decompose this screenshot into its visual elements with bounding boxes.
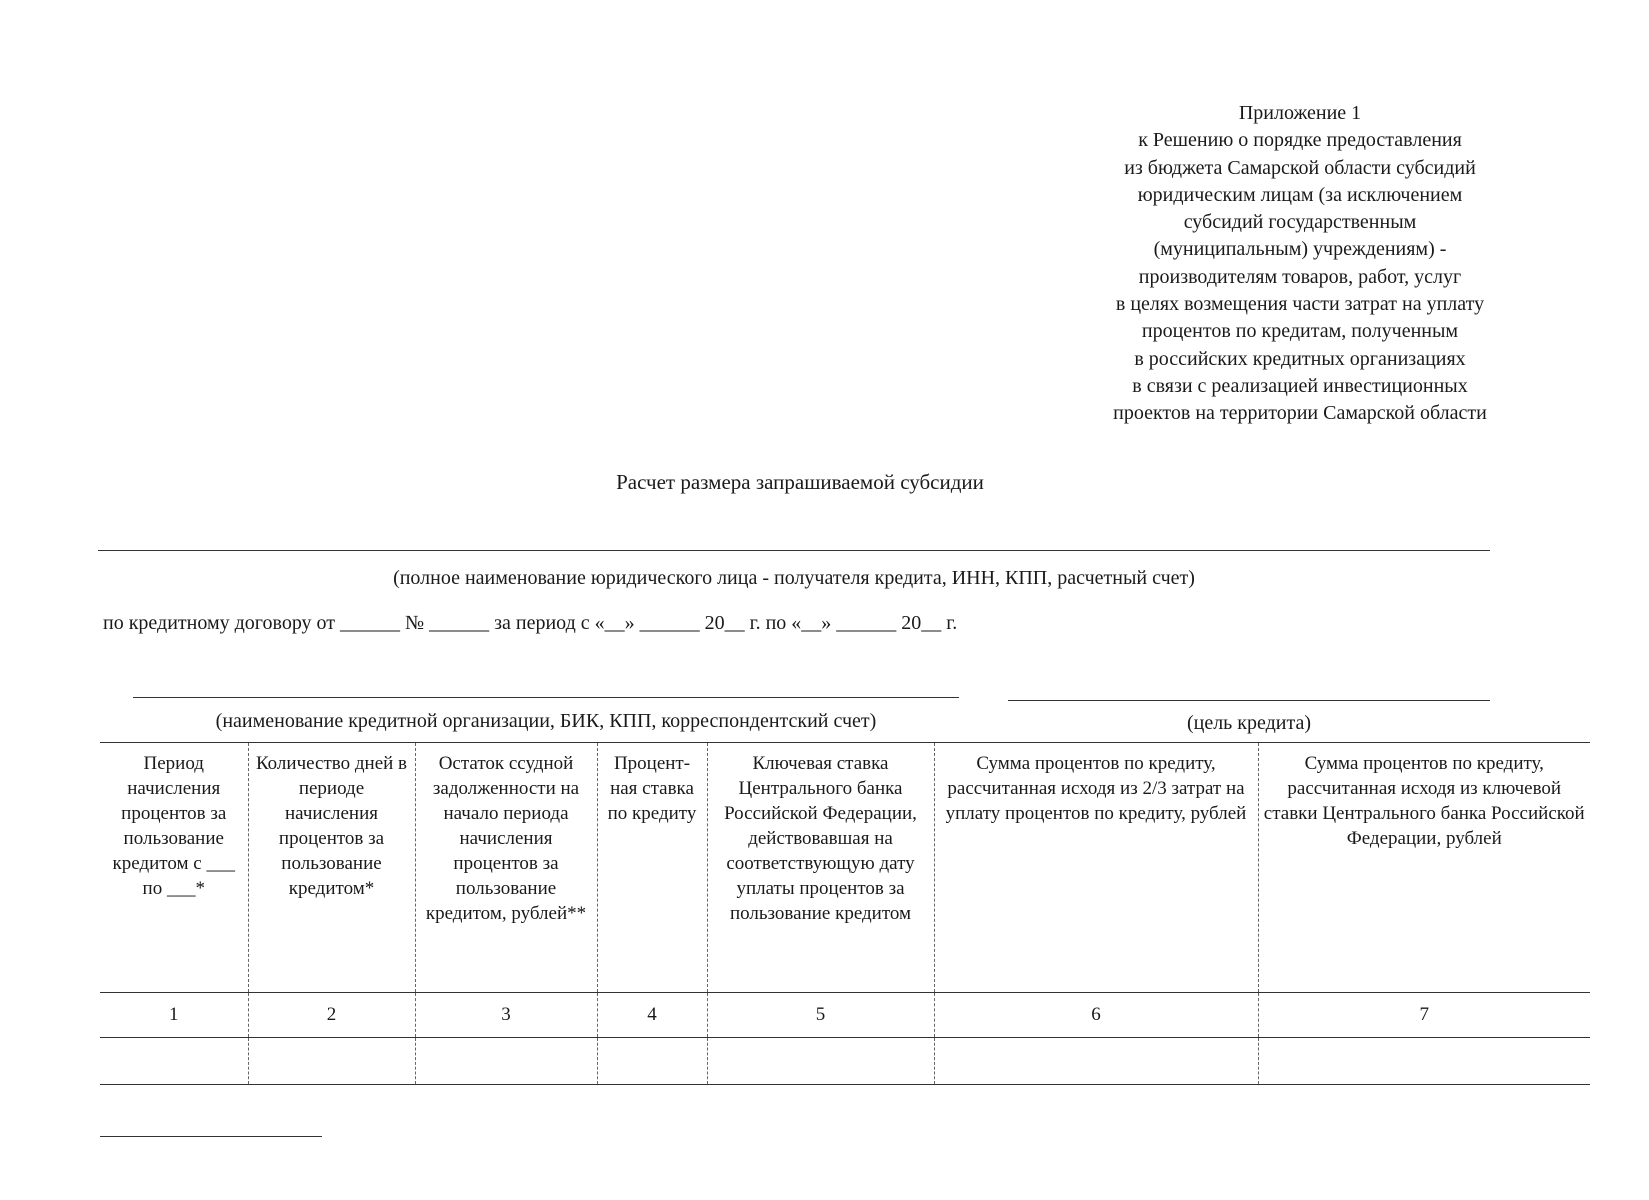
appendix-line: Приложение 1 <box>1238 102 1362 124</box>
appendix-line: субсидий государственным <box>1183 211 1417 234</box>
contract-line: по кредитному договору от ______ № ______ за период с «__» ______ 20__ г. по «__» ______ 20__ г. <box>103 612 958 634</box>
recipient-fill-line <box>98 550 1490 551</box>
appendix-line: производителям товаров, работ, услуг <box>1138 265 1462 288</box>
appendix-line: из бюджета Самарской области субсидий <box>1124 156 1476 179</box>
recipient-caption: (полное наименование юридического лица - получателя кредита, ИНН, КПП, расчетный счет) <box>393 567 1195 589</box>
appendix-line: юридическим лицам (за исключением <box>1137 183 1463 206</box>
appendix-line: процентов по кредитам, полученным <box>1141 320 1459 343</box>
purpose-caption: (цель кредита) <box>1186 712 1312 734</box>
table-row <box>100 1038 1590 1085</box>
subsidy-calculation-table <box>100 742 1590 1085</box>
column-number: 7 <box>1258 993 1590 1038</box>
table-cell <box>248 1038 415 1085</box>
footnote-separator <box>100 1136 322 1137</box>
column-number: 1 <box>100 993 248 1038</box>
header-interest-rate: Процент-ная ставка по кредиту <box>597 743 707 993</box>
table-cell <box>597 1038 707 1085</box>
table-header-row <box>100 743 1590 993</box>
table-cell <box>415 1038 597 1085</box>
header-loan-balance: Остаток ссудной задолженности на начало периода начисления процентов за пользование кредитом, рублей** <box>415 743 597 993</box>
header-sum-key-rate: Сумма процентов по кредиту, рассчитанная исходя из ключевой ставки Центрального банка Российской Федерации, рублей <box>1258 743 1590 993</box>
document-title: Расчет размера запрашиваемой субсидии <box>616 470 984 494</box>
header-key-rate: Ключевая ставка Центрального банка Российской Федерации, действовавшая на соответствующую дату уплаты процентов за пользование кредитом <box>707 743 934 993</box>
appendix-line: к Решению о порядке предоставления <box>1138 129 1462 152</box>
column-number: 6 <box>934 993 1258 1038</box>
header-period: Период начисления процентов за пользование кредитом с ___ по ___* <box>100 743 248 993</box>
purpose-fill-line <box>1008 700 1490 701</box>
header-days: Количество дней в периоде начисления процентов за пользование кредитом* <box>248 743 415 993</box>
appendix-line: в целях возмещения части затрат на уплату <box>1115 293 1485 316</box>
appendix-line: проектов на территории Самарской области <box>1113 402 1487 425</box>
column-number: 5 <box>707 993 934 1038</box>
table-cell <box>1258 1038 1590 1085</box>
column-number: 3 <box>415 993 597 1038</box>
appendix-block <box>1060 100 1540 428</box>
appendix-line: в российских кредитных организациях <box>1134 347 1466 370</box>
bank-fill-line <box>133 697 959 698</box>
table-cell <box>100 1038 248 1085</box>
table-cell <box>707 1038 934 1085</box>
appendix-line: (муниципальным) учреждениям) - <box>1153 238 1447 261</box>
bank-caption: (наименование кредитной организации, БИК, КПП, корреспондентский счет) <box>215 710 877 732</box>
column-number: 2 <box>248 993 415 1038</box>
appendix-line: в связи с реализацией инвестиционных <box>1132 374 1468 397</box>
column-number: 4 <box>597 993 707 1038</box>
column-number-row <box>100 993 1590 1038</box>
header-sum-two-thirds: Сумма процентов по кредиту, рассчитанная исходя из 2/3 затрат на уплату процентов по кредиту, рублей <box>934 743 1258 993</box>
table-cell <box>934 1038 1258 1085</box>
